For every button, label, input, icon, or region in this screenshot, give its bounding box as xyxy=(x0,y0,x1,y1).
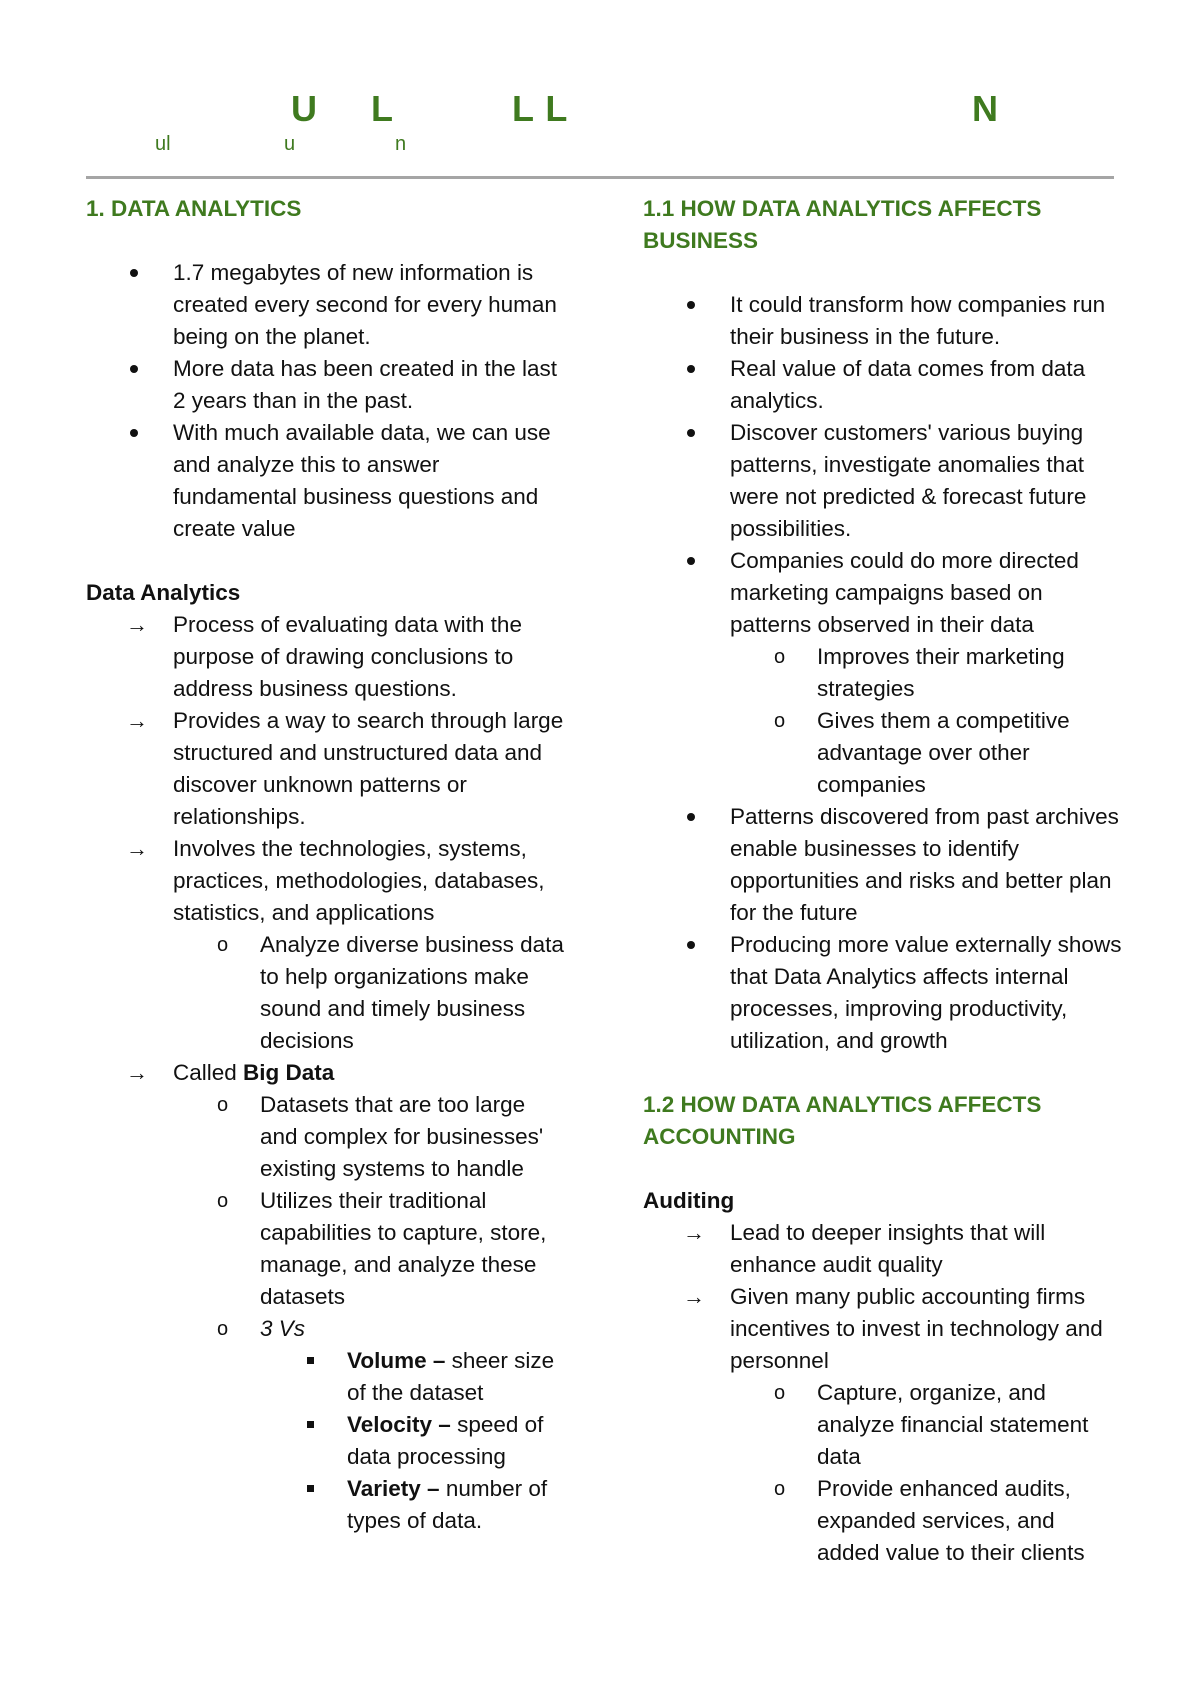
arrow-icon: → xyxy=(126,612,148,637)
list-item: → Called Big Data xyxy=(86,1057,566,1089)
big-data-term: Big Data xyxy=(243,1060,335,1085)
arrow-icon: → xyxy=(683,1284,705,1309)
header-title-fragment: N xyxy=(972,88,999,129)
bullet-icon xyxy=(687,813,695,821)
subheading-data-analytics: Data Analytics xyxy=(86,580,241,605)
list-item: → Provides a way to search through large structured and unstructured data and discover unknown patterns or relationships. xyxy=(86,705,566,833)
list-item: More data has been created in the last 2 years than in the past. xyxy=(86,353,566,417)
intro-bullet-list xyxy=(86,257,566,545)
bullet-icon xyxy=(130,269,138,277)
circle-bullet-icon: o xyxy=(217,1318,229,1340)
header-subtitle-fragment: u xyxy=(284,133,296,155)
header-title-fragment: L xyxy=(371,88,394,129)
section-title-business: 1.1 HOW DATA ANALYTICS AFFECTS BUSINESS xyxy=(643,196,1042,253)
list-item: o 3 Vs xyxy=(86,1313,566,1345)
list-item: o Provide enhanced audits, expanded services, and added value to their clients xyxy=(643,1473,1123,1569)
circle-bullet-icon: o xyxy=(774,710,786,732)
list-item: It could transform how companies run their business in the future. xyxy=(643,289,1123,353)
bullet-icon xyxy=(687,941,695,949)
circle-bullet-icon: o xyxy=(217,1094,229,1116)
circle-bullet-icon: o xyxy=(217,934,229,956)
list-item: → Process of evaluating data with the purpose of drawing conclusions to address business questions. xyxy=(86,609,566,705)
document-header xyxy=(0,0,1200,190)
business-bullet-list xyxy=(643,289,1123,1057)
arrow-list xyxy=(86,609,566,1537)
list-item: Companies could do more directed marketing campaigns based on patterns observed in their data xyxy=(643,545,1123,641)
list-item: → Involves the technologies, systems, practices, methodologies, databases, statistics, and applications xyxy=(86,833,566,929)
square-bullet-icon xyxy=(307,1485,314,1492)
circle-bullet-icon: o xyxy=(217,1190,229,1212)
bullet-icon xyxy=(687,429,695,437)
square-bullet-icon xyxy=(307,1357,314,1364)
header-divider xyxy=(86,176,1114,179)
arrow-icon: → xyxy=(126,1060,148,1085)
header-subtitle-fragment: ul xyxy=(155,133,171,155)
list-item: o Analyze diverse business data to help organizations make sound and timely business decisions xyxy=(86,929,566,1057)
list-item: Patterns discovered from past archives enable businesses to identify opportunities and risks and better plan for the future xyxy=(643,801,1123,929)
arrow-icon: → xyxy=(126,708,148,733)
bullet-icon xyxy=(687,365,695,373)
header-title-fragment: U xyxy=(291,88,318,129)
list-item: 1.7 megabytes of new information is created every second for every human being on the planet. xyxy=(86,257,566,353)
list-item: o Improves their marketing strategies xyxy=(643,641,1123,705)
list-item: Volume – sheer size of the dataset xyxy=(86,1345,566,1409)
arrow-icon: → xyxy=(683,1220,705,1245)
bullet-icon xyxy=(687,557,695,565)
list-item: → Given many public accounting firms incentives to invest in technology and personnel xyxy=(643,1281,1123,1377)
list-item: Producing more value externally shows that Data Analytics affects internal processes, improving productivity, utilization, and growth xyxy=(643,929,1123,1057)
section-title-data-analytics: 1. DATA ANALYTICS xyxy=(86,196,302,221)
list-item: Real value of data comes from data analytics. xyxy=(643,353,1123,417)
arrow-icon: → xyxy=(126,836,148,861)
list-item: o Gives them a competitive advantage over other companies xyxy=(643,705,1123,801)
list-item: o Datasets that are too large and complex for businesses' existing systems to handle xyxy=(86,1089,566,1185)
bullet-icon xyxy=(130,365,138,373)
subheading-auditing: Auditing xyxy=(643,1188,735,1213)
circle-bullet-icon: o xyxy=(774,1382,786,1404)
list-item: Velocity – speed of data processing xyxy=(86,1409,566,1473)
list-item: o Capture, organize, and analyze financial statement data xyxy=(643,1377,1123,1473)
left-column xyxy=(86,193,566,1537)
square-bullet-icon xyxy=(307,1421,314,1428)
header-subtitle-fragment: n xyxy=(395,133,407,155)
list-item: o Utilizes their traditional capabilities to capture, store, manage, and analyze these datasets xyxy=(86,1185,566,1313)
circle-bullet-icon: o xyxy=(774,1478,786,1500)
header-title-fragment: L L xyxy=(512,88,569,129)
bullet-icon xyxy=(130,429,138,437)
list-item: With much available data, we can use and analyze this to answer fundamental business questions and create value xyxy=(86,417,566,545)
list-item: → Lead to deeper insights that will enhance audit quality xyxy=(643,1217,1123,1281)
right-column xyxy=(643,193,1123,1569)
bullet-icon xyxy=(687,301,695,309)
list-item: Variety – number of types of data. xyxy=(86,1473,566,1537)
list-item: Discover customers' various buying patterns, investigate anomalies that were not predicted & forecast future possibilities. xyxy=(643,417,1123,545)
section-title-accounting: 1.2 HOW DATA ANALYTICS AFFECTS ACCOUNTING xyxy=(643,1092,1042,1149)
circle-bullet-icon: o xyxy=(774,646,786,668)
auditing-list xyxy=(643,1217,1123,1569)
